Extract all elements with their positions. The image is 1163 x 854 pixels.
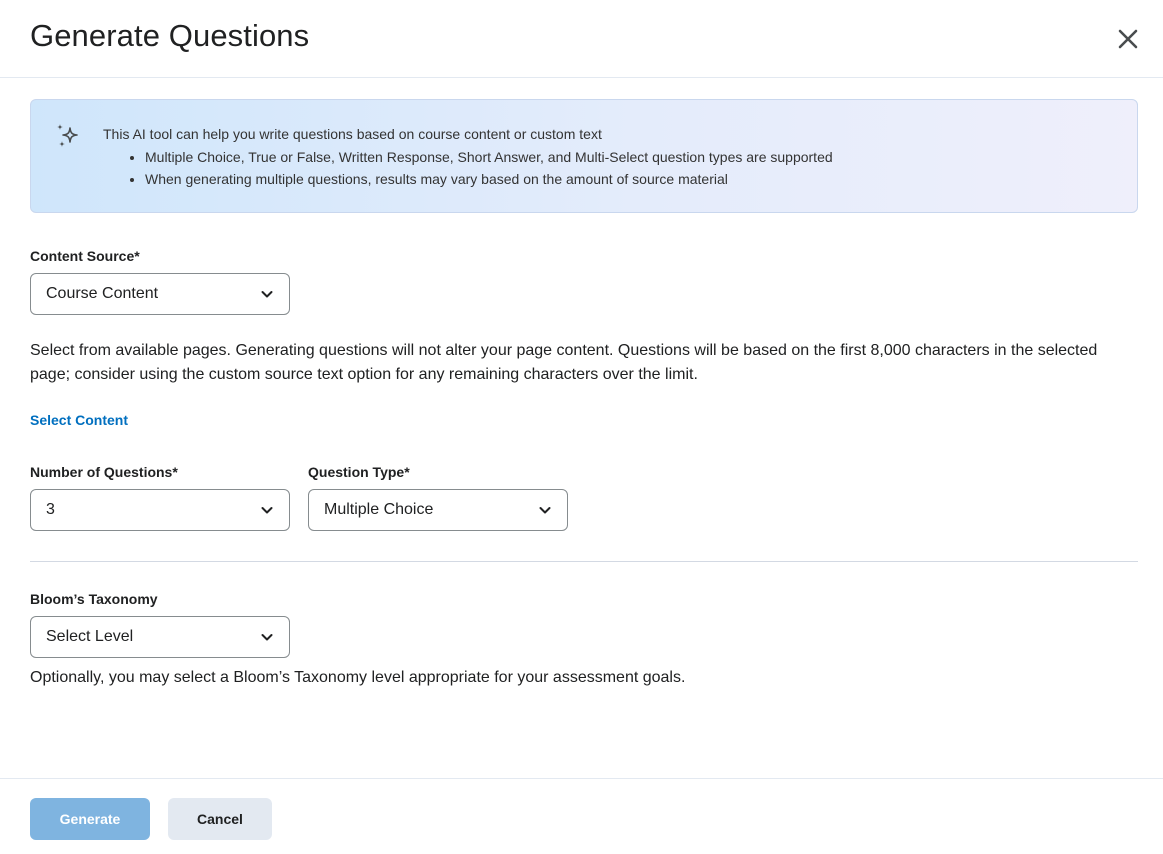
cancel-button[interactable]: Cancel xyxy=(168,798,272,840)
number-of-questions-label: Number of Questions* xyxy=(30,464,178,480)
chevron-down-icon xyxy=(261,632,273,642)
question-type-value: Multiple Choice xyxy=(324,501,434,518)
blooms-taxonomy-value: Select Level xyxy=(46,628,134,645)
info-bullet-list xyxy=(103,146,833,190)
content-source-label: Content Source* xyxy=(30,248,140,264)
content-source-value: Course Content xyxy=(46,285,159,302)
dialog-footer xyxy=(0,778,1163,854)
info-intro-text: This AI tool can help you write questions based on course content or custom text xyxy=(103,126,602,142)
question-type-select[interactable] xyxy=(308,489,568,531)
close-icon xyxy=(1117,28,1139,50)
dialog-title: Generate Questions xyxy=(30,18,310,53)
content-source-description: Select from available pages. Generating questions will not alter your page content. Questions will be based on the first 8,000 characters in the selected page; consider using the custom source text option for any remaining characters over the limit. xyxy=(30,342,1098,383)
chevron-down-icon xyxy=(539,505,551,515)
chevron-down-icon xyxy=(261,289,273,299)
close-button[interactable] xyxy=(1110,21,1146,57)
section-divider xyxy=(30,561,1138,562)
number-of-questions-select[interactable] xyxy=(30,489,290,531)
question-type-label: Question Type* xyxy=(308,464,410,480)
ai-info-banner xyxy=(30,99,1138,213)
list-item: • Multiple Choice, True or False, Written Response, Short Answer, and Multi-Select question types are supported xyxy=(145,146,833,168)
blooms-taxonomy-description: Optionally, you may select a Bloom’s Taxonomy level appropriate for your assessment goals. xyxy=(30,669,686,686)
list-item: • When generating multiple questions, results may vary based on the amount of source material xyxy=(145,168,833,190)
generate-button[interactable]: Generate xyxy=(30,798,150,840)
blooms-taxonomy-label: Bloom’s Taxonomy xyxy=(30,591,158,607)
sparkle-icon xyxy=(53,122,83,152)
number-of-questions-value: 3 xyxy=(46,501,55,518)
blooms-taxonomy-select[interactable] xyxy=(30,616,290,658)
chevron-down-icon xyxy=(261,505,273,515)
select-content-link[interactable]: Select Content xyxy=(30,412,129,428)
content-source-select[interactable] xyxy=(30,273,290,315)
dialog-header xyxy=(0,0,1163,78)
